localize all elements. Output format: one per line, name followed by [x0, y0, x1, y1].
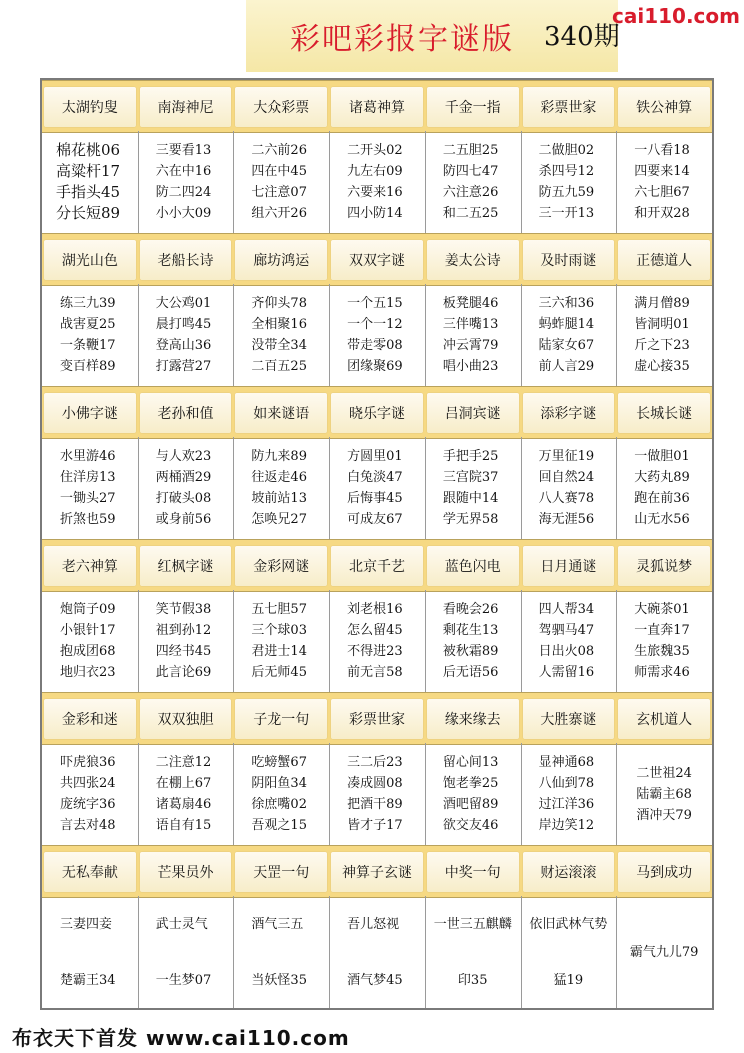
riddle-cell	[329, 437, 425, 539]
section-header-row	[42, 692, 712, 745]
section-header-row	[42, 539, 712, 592]
column-header: 红枫字谜	[140, 546, 232, 586]
riddle-cell	[138, 437, 234, 539]
column-header: 千金一指	[427, 87, 519, 127]
column-header: 北京千艺	[331, 546, 423, 586]
riddle-cell	[138, 131, 234, 233]
riddle-line: 诸葛扇46	[155, 797, 212, 812]
column-header: 铁公神算	[618, 87, 710, 127]
column-divider	[329, 590, 330, 692]
riddle-line: 阴阳鱼34	[251, 776, 307, 791]
riddle-line: 战害夏25	[60, 317, 116, 332]
riddle-line: 吾观之15	[251, 818, 307, 833]
section-header-row	[42, 233, 712, 286]
column-divider	[233, 284, 234, 386]
riddle-line: 往返走46	[251, 470, 307, 485]
riddle-line: 大公鸡01	[155, 296, 212, 311]
riddle-line: 七注意07	[251, 185, 307, 200]
riddle-line: 跟随中14	[442, 491, 499, 506]
column-divider	[233, 437, 234, 539]
column-header: 湖光山色	[44, 240, 136, 280]
riddle-line: 酒冲天79	[636, 807, 692, 823]
column-divider	[521, 896, 522, 1008]
riddle-cell	[138, 590, 234, 692]
column-header: 诸葛神算	[331, 87, 423, 127]
column-header: 南海神尼	[140, 87, 232, 127]
column-header: 缘来缘去	[427, 699, 519, 739]
riddle-line: 一个一12	[347, 317, 403, 332]
riddle-line: 晨打鸣45	[155, 317, 212, 332]
column-header: 吕洞宾谜	[427, 393, 519, 433]
section-body-row	[42, 284, 712, 386]
column-header: 老六神算	[44, 546, 136, 586]
riddle-line: 唱小曲23	[442, 359, 499, 374]
riddle-line: 把酒干89	[347, 797, 403, 812]
riddle-line: 吓虎狼36	[60, 755, 116, 770]
column-divider	[425, 131, 426, 233]
riddle-cell	[616, 284, 712, 386]
column-divider	[425, 743, 426, 845]
riddle-line: 大药丸89	[634, 470, 690, 485]
riddle-line: 地归衣23	[60, 665, 116, 680]
column-divider	[616, 896, 617, 1008]
riddle-line: 带走零08	[347, 338, 403, 353]
column-divider	[138, 896, 139, 1008]
riddle-line: 防九来89	[251, 449, 307, 464]
riddle-line: 斤之下23	[634, 338, 690, 353]
riddle-cell	[138, 743, 234, 845]
riddle-line: 饱老拳25	[442, 776, 499, 791]
column-divider	[425, 284, 426, 386]
riddle-cell	[425, 131, 521, 233]
riddle-line: 二注意12	[155, 755, 212, 770]
riddle-line: 吃螃蟹67	[251, 755, 307, 770]
column-divider	[329, 131, 330, 233]
riddle-line: 打破头08	[155, 491, 212, 506]
column-header: 大胜寨谜	[523, 699, 615, 739]
column-header: 神算子玄谜	[331, 852, 423, 892]
column-header: 小佛字谜	[44, 393, 136, 433]
riddle-cell	[521, 743, 617, 845]
column-header: 大众彩票	[235, 87, 327, 127]
riddle-cell	[616, 590, 712, 692]
riddle-line: 岸边笑12	[538, 818, 595, 833]
riddle-line: 二五胆25	[442, 143, 499, 158]
riddle-cell	[425, 437, 521, 539]
section-header-row	[42, 80, 712, 133]
riddle-line: 防四七47	[442, 164, 499, 179]
riddle-cell	[329, 896, 425, 1008]
riddle-line: 君进士14	[251, 644, 307, 659]
riddle-line: 水里游46	[60, 449, 116, 464]
riddle-line: 凑成圆08	[347, 776, 403, 791]
riddle-line: 齐仰头78	[251, 296, 307, 311]
riddle-line: 住洋房13	[60, 470, 116, 485]
riddle-line: 怎唤兄27	[251, 512, 307, 527]
riddle-line: 不得进23	[347, 644, 403, 659]
riddle-cell	[42, 743, 138, 845]
riddle-line: 六注意26	[442, 185, 499, 200]
column-divider	[521, 437, 522, 539]
riddle-line: 此言论69	[155, 665, 212, 680]
riddle-line: 山无水56	[634, 512, 690, 527]
riddle-line: 四人帮34	[538, 602, 595, 617]
riddle-line: 驾驷马47	[538, 623, 595, 638]
riddle-line: 高粱杆17	[56, 162, 121, 180]
riddle-line: 分长短89	[56, 204, 121, 222]
riddle-line: 后悔事45	[347, 491, 403, 506]
column-header: 日月通谜	[523, 546, 615, 586]
riddle-line: 二世祖24	[636, 765, 692, 781]
column-header: 无私奉献	[44, 852, 136, 892]
column-divider	[233, 131, 234, 233]
column-divider	[521, 131, 522, 233]
section-header-row	[42, 845, 712, 898]
riddle-cell	[138, 896, 234, 1008]
riddle-cell	[233, 131, 329, 233]
riddle-cell	[233, 284, 329, 386]
column-header: 廊坊鸿运	[235, 240, 327, 280]
footer-credit: 布衣天下首发 www.cai110.com	[12, 1026, 350, 1050]
riddle-cell	[42, 437, 138, 539]
column-divider	[138, 743, 139, 845]
riddle-line: 白兔淡47	[347, 470, 403, 485]
riddle-cell	[233, 590, 329, 692]
riddle-line: 语自有15	[155, 818, 212, 833]
column-header: 金彩和迷	[44, 699, 136, 739]
riddle-line: 团缘聚69	[347, 359, 403, 374]
riddle-line: 一直奔17	[634, 623, 690, 638]
riddle-cell	[233, 437, 329, 539]
riddle-line: 前人言29	[538, 359, 595, 374]
riddle-line: 三个球03	[251, 623, 307, 638]
column-header: 玄机道人	[618, 699, 710, 739]
column-divider	[329, 743, 330, 845]
riddle-line: 庞统字36	[60, 797, 116, 812]
column-divider	[616, 743, 617, 845]
riddle-cell	[616, 743, 712, 845]
column-header: 如来谜语	[235, 393, 327, 433]
riddle-line: 笑节假38	[155, 602, 212, 617]
riddle-line: 看晚会26	[442, 602, 499, 617]
riddle-line: 坡前站13	[251, 491, 307, 506]
riddle-line: 三宫院37	[442, 470, 499, 485]
column-header: 子龙一句	[235, 699, 327, 739]
site-logo[interactable]: cai110.com	[612, 4, 740, 28]
riddle-cell	[521, 590, 617, 692]
riddle-cell	[329, 590, 425, 692]
riddle-cell	[521, 437, 617, 539]
riddle-cell	[521, 896, 617, 1008]
riddle-line: 一世三五麒麟	[433, 916, 512, 932]
column-divider	[329, 437, 330, 539]
riddle-line: 小银针17	[60, 623, 116, 638]
column-divider	[329, 284, 330, 386]
page-title: 彩吧彩报字谜版	[290, 22, 514, 57]
riddle-line: 一条鞭17	[60, 338, 116, 353]
riddle-line: 师需求46	[634, 665, 690, 680]
column-divider	[616, 131, 617, 233]
riddle-line: 刘老根16	[347, 602, 403, 617]
riddle-line: 三要看13	[155, 143, 212, 158]
riddle-line: 手把手25	[442, 449, 499, 464]
title-banner	[246, 0, 618, 72]
riddle-cell	[329, 131, 425, 233]
riddle-cell	[138, 284, 234, 386]
riddle-line: 后无语56	[442, 665, 499, 680]
riddle-table	[40, 78, 714, 1010]
column-divider	[521, 590, 522, 692]
riddle-cell	[329, 743, 425, 845]
riddle-cell	[42, 590, 138, 692]
column-header: 添彩字谜	[523, 393, 615, 433]
riddle-line: 六七胆67	[634, 185, 690, 200]
riddle-line: 剩花生13	[442, 623, 499, 638]
riddle-line: 一锄头27	[60, 491, 116, 506]
riddle-line: 陆霸主68	[636, 786, 692, 802]
riddle-line: 和二五25	[442, 206, 499, 221]
riddle-line: 留心间13	[442, 755, 499, 770]
riddle-line: 变百样89	[60, 359, 116, 374]
column-header: 财运滚滚	[523, 852, 615, 892]
riddle-line: 棉花桃06	[56, 141, 121, 159]
riddle-line: 登高山36	[155, 338, 212, 353]
riddle-line: 徐庶嘴02	[251, 797, 307, 812]
section-body-row	[42, 590, 712, 692]
riddle-line: 共四张24	[60, 776, 116, 791]
column-header: 蓝色闪电	[427, 546, 519, 586]
column-divider	[138, 131, 139, 233]
riddle-line: 二做胆02	[538, 143, 595, 158]
riddle-line: 抱成团68	[60, 644, 116, 659]
riddle-line: 二百五25	[251, 359, 307, 374]
riddle-line: 回自然24	[538, 470, 595, 485]
section-body-row	[42, 743, 712, 845]
riddle-line: 蚂蚱腿14	[538, 317, 595, 332]
riddle-cell	[42, 284, 138, 386]
riddle-line: 虚心接35	[634, 359, 690, 374]
riddle-cell	[233, 743, 329, 845]
column-header: 长城长谜	[618, 393, 710, 433]
column-header: 灵狐说梦	[618, 546, 710, 586]
column-header: 太湖钓叟	[44, 87, 136, 127]
riddle-line: 板凳腿46	[442, 296, 499, 311]
column-header: 及时雨谜	[523, 240, 615, 280]
riddle-line: 显神通68	[538, 755, 595, 770]
riddle-line: 在棚上67	[155, 776, 212, 791]
riddle-line: 酒吧留89	[442, 797, 499, 812]
riddle-line: 两桶酒29	[155, 470, 212, 485]
riddle-line: 八仙到78	[538, 776, 595, 791]
riddle-line: 一八看18	[634, 143, 690, 158]
riddle-cell	[521, 131, 617, 233]
riddle-cell	[329, 284, 425, 386]
riddle-line: 印35	[457, 972, 488, 988]
riddle-line: 满月僧89	[634, 296, 690, 311]
riddle-line: 二开头02	[347, 143, 403, 158]
section-body-row	[42, 437, 712, 539]
riddle-line: 当妖怪35	[251, 972, 307, 988]
column-header: 彩票世家	[331, 699, 423, 739]
riddle-line: 防二四24	[155, 185, 212, 200]
riddle-line: 皆才子17	[347, 818, 403, 833]
issue-number: 340期	[544, 22, 620, 52]
riddle-line: 小小大09	[155, 206, 212, 221]
riddle-line: 后无师45	[251, 665, 307, 680]
column-divider	[138, 590, 139, 692]
riddle-line: 跑在前36	[634, 491, 690, 506]
riddle-cell	[42, 896, 138, 1008]
riddle-line: 言去对48	[60, 818, 116, 833]
riddle-line: 万里征19	[538, 449, 595, 464]
riddle-line: 折煞也59	[60, 512, 116, 527]
riddle-line: 海无涯56	[538, 512, 595, 527]
riddle-line: 楚霸王34	[60, 972, 116, 988]
riddle-line: 三伴嘴13	[442, 317, 499, 332]
section-body-row	[42, 131, 712, 233]
riddle-line: 三一开13	[538, 206, 595, 221]
riddle-line: 和开双28	[634, 206, 690, 221]
riddle-line: 四在中45	[251, 164, 307, 179]
riddle-line: 学无界58	[442, 512, 499, 527]
riddle-line: 依旧武林气势	[529, 916, 608, 932]
riddle-line: 四要来14	[634, 164, 690, 179]
riddle-line: 方圆里01	[347, 449, 403, 464]
column-divider	[616, 284, 617, 386]
riddle-cell	[616, 437, 712, 539]
riddle-line: 生旅魏35	[634, 644, 690, 659]
riddle-cell	[425, 284, 521, 386]
column-header: 双双独胆	[140, 699, 232, 739]
riddle-line: 四小防14	[347, 206, 403, 221]
column-header: 中奖一句	[427, 852, 519, 892]
section-header-row	[42, 386, 712, 439]
riddle-line: 与人欢23	[155, 449, 212, 464]
column-header: 双双字谜	[331, 240, 423, 280]
riddle-line: 前无言58	[347, 665, 403, 680]
riddle-line: 八人赛78	[538, 491, 595, 506]
riddle-line: 组六开26	[251, 206, 307, 221]
column-divider	[521, 284, 522, 386]
column-divider	[425, 896, 426, 1008]
riddle-line: 一生梦07	[155, 972, 212, 988]
column-header: 老船长诗	[140, 240, 232, 280]
column-header: 正德道人	[618, 240, 710, 280]
column-divider	[138, 437, 139, 539]
riddle-line: 九左右09	[347, 164, 403, 179]
riddle-line: 武士灵气	[155, 916, 208, 932]
column-header: 彩票世家	[523, 87, 615, 127]
riddle-line: 大碗茶01	[634, 602, 690, 617]
riddle-line: 炮筒子09	[60, 602, 116, 617]
column-header: 晓乐字谜	[331, 393, 423, 433]
riddle-line: 欲交友46	[442, 818, 499, 833]
column-divider	[233, 896, 234, 1008]
riddle-line: 酒气梦45	[347, 972, 403, 988]
riddle-cell	[616, 896, 712, 1008]
riddle-cell	[42, 131, 138, 233]
column-header: 芒果员外	[140, 852, 232, 892]
riddle-line: 手指头45	[56, 183, 121, 201]
riddle-line: 冲云霄79	[442, 338, 499, 353]
column-divider	[425, 437, 426, 539]
riddle-line: 被秋霜89	[442, 644, 499, 659]
riddle-line: 二六前26	[251, 143, 307, 158]
riddle-line: 防五九59	[538, 185, 595, 200]
riddle-line: 六要来16	[347, 185, 403, 200]
riddle-line: 五七胆57	[251, 602, 307, 617]
riddle-line: 酒气三五	[251, 916, 304, 932]
riddle-line: 六在中16	[155, 164, 212, 179]
riddle-line: 可成友67	[347, 512, 403, 527]
riddle-line: 打露营27	[155, 359, 212, 374]
riddle-line: 猛19	[553, 972, 584, 988]
column-header: 马到成功	[618, 852, 710, 892]
riddle-line: 祖到孙12	[155, 623, 212, 638]
riddle-line: 人需留16	[538, 665, 595, 680]
riddle-cell	[425, 896, 521, 1008]
riddle-line: 吾儿怒视	[347, 916, 400, 932]
column-header: 姜太公诗	[427, 240, 519, 280]
column-divider	[425, 590, 426, 692]
riddle-line: 或身前56	[155, 512, 212, 527]
riddle-cell	[425, 743, 521, 845]
riddle-line: 三二后23	[347, 755, 403, 770]
column-header: 金彩网谜	[235, 546, 327, 586]
riddle-line: 四经书45	[155, 644, 212, 659]
riddle-cell	[616, 131, 712, 233]
column-divider	[616, 590, 617, 692]
riddle-line: 怎么留45	[347, 623, 403, 638]
riddle-cell	[425, 590, 521, 692]
riddle-line: 一个五15	[347, 296, 403, 311]
riddle-line: 日出火08	[538, 644, 595, 659]
riddle-line: 练三九39	[60, 296, 116, 311]
riddle-line: 皆洞明01	[634, 317, 690, 332]
column-divider	[329, 896, 330, 1008]
column-header: 天罡一句	[235, 852, 327, 892]
riddle-line: 一做胆01	[634, 449, 690, 464]
column-divider	[616, 437, 617, 539]
riddle-line: 三六和36	[538, 296, 595, 311]
riddle-cell	[233, 896, 329, 1008]
riddle-line: 过江洋36	[538, 797, 595, 812]
riddle-line: 没带全34	[251, 338, 307, 353]
riddle-line: 三妻四妾	[60, 916, 113, 932]
column-divider	[521, 743, 522, 845]
riddle-line: 陆家女67	[538, 338, 595, 353]
section-body-row	[42, 896, 712, 1008]
column-divider	[233, 590, 234, 692]
column-divider	[233, 743, 234, 845]
column-header: 老孙和值	[140, 393, 232, 433]
riddle-cell	[521, 284, 617, 386]
riddle-line: 杀四号12	[538, 164, 595, 179]
riddle-line: 霸气九儿79	[629, 944, 699, 960]
column-divider	[138, 284, 139, 386]
riddle-line: 全相聚16	[251, 317, 307, 332]
